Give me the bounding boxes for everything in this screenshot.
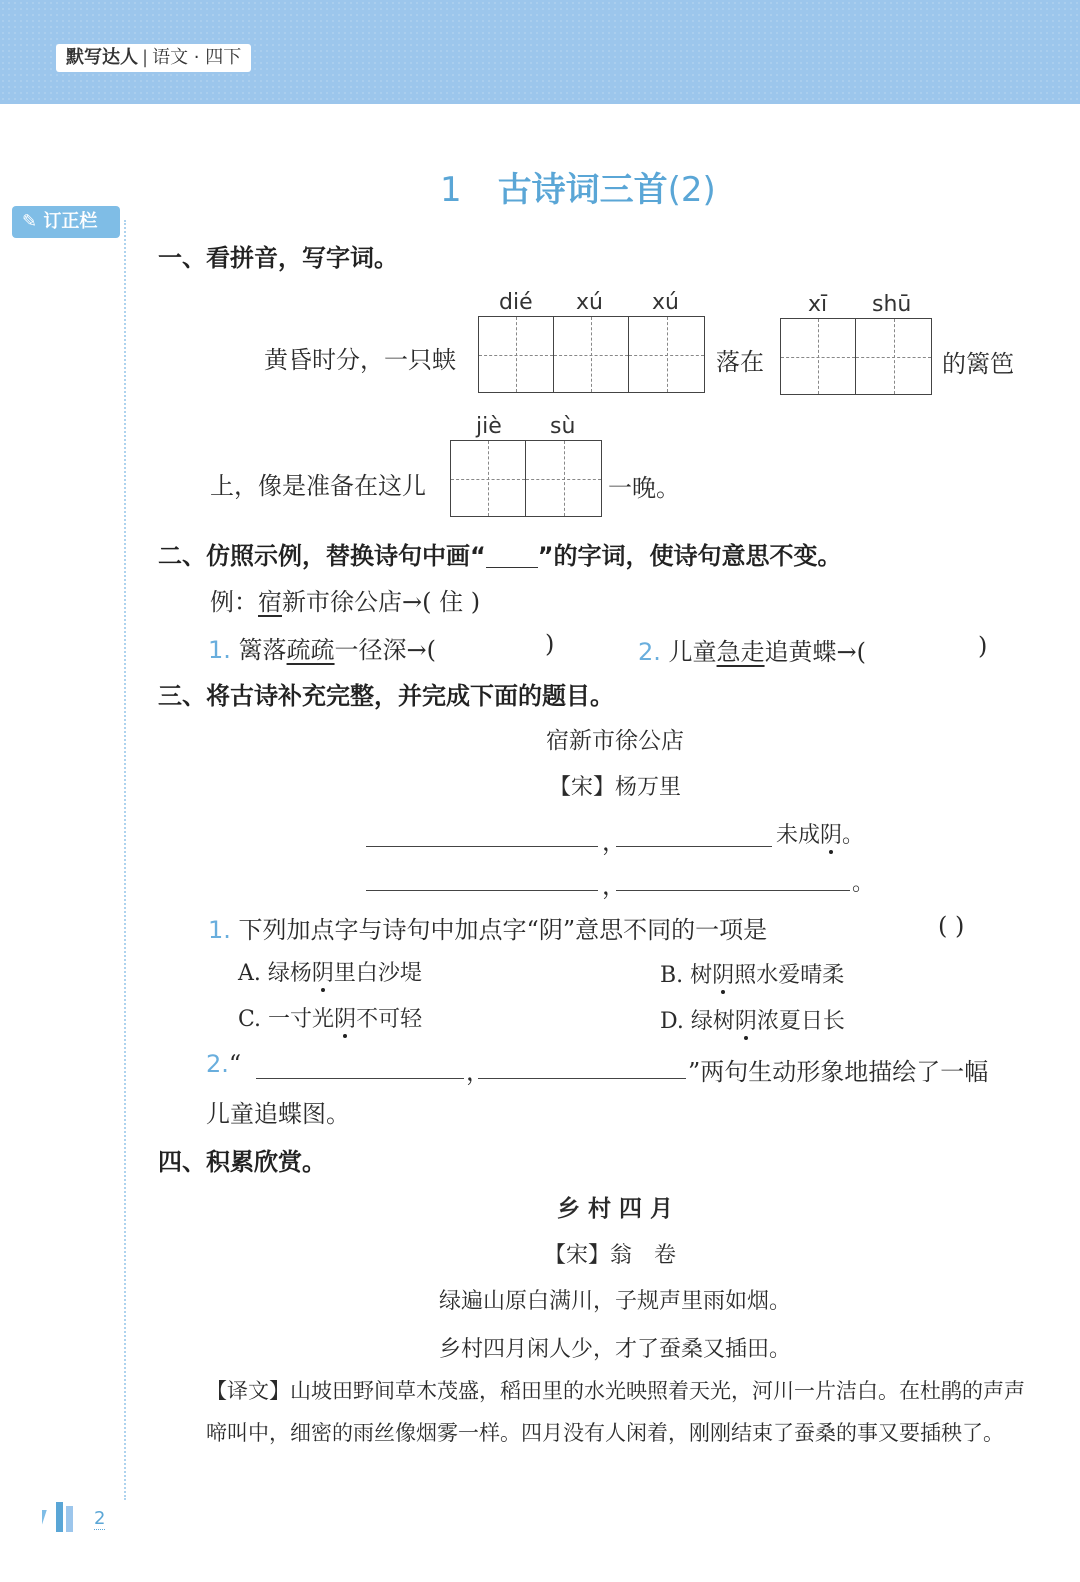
- series-subject: 语文 · 四下: [152, 47, 242, 68]
- grid-cell[interactable]: [856, 319, 931, 394]
- option-c-dotted: 阴: [334, 1007, 357, 1032]
- s3-q2-text: ”两句生动形象地描绘了一幅: [688, 1058, 989, 1086]
- lesson-number: 1: [440, 170, 462, 210]
- s3-q1-text: 下列加点字与诗句中加点字“阴”意思不同的一项是: [238, 916, 768, 944]
- correction-label: 订正栏: [43, 211, 98, 232]
- correction-tab: [12, 206, 120, 238]
- lesson-part: (2): [667, 170, 716, 210]
- poem2-title: 乡 村 四 月: [556, 1196, 674, 1222]
- option-a[interactable]: [238, 956, 422, 987]
- pinyin-xu-1: xú: [576, 290, 603, 315]
- s3-q2-number: 2.: [206, 1050, 229, 1078]
- s3-q2-continuation: 儿童追蝶图。: [206, 1100, 350, 1128]
- q1-post: 一径深→(: [334, 636, 437, 664]
- pinyin-xi: xī: [808, 292, 828, 317]
- pinyin-xu-2: xú: [652, 290, 679, 315]
- poem1-comma-2: ，: [602, 872, 626, 900]
- page-title: [440, 162, 716, 211]
- example-label: 例：: [210, 588, 258, 616]
- s3-q2-blank-2[interactable]: [478, 1078, 686, 1079]
- option-b-pre: 树: [690, 963, 713, 988]
- option-d-pre: 绿树: [690, 1009, 735, 1034]
- poem1-blank-2[interactable]: [616, 846, 772, 847]
- section1-line2-suffix: 一晚。: [608, 474, 680, 502]
- poem1-line2-end: 。: [852, 871, 875, 896]
- s3-q1-answer-paren[interactable]: ( ): [938, 912, 965, 940]
- pinyin-shu: shū: [872, 292, 912, 317]
- option-b[interactable]: [660, 958, 844, 989]
- grid-cell[interactable]: [526, 441, 601, 516]
- q2-underlined: 急走: [716, 638, 765, 666]
- section1-line1-prefix: 黄昏时分，一只蛱: [264, 346, 456, 374]
- poem1-blank-4[interactable]: [616, 890, 850, 891]
- grid-cell[interactable]: [629, 317, 704, 392]
- grid-cell[interactable]: [554, 317, 629, 392]
- option-b-label: B.: [660, 963, 684, 988]
- option-d-dotted: 阴: [734, 1009, 757, 1034]
- section2-heading-post: ”的字词，使诗句意思不变。: [537, 542, 842, 570]
- option-b-post: 照水爱晴柔: [734, 963, 845, 988]
- section2-heading-pre: 二、仿照示例，替换诗句中画“: [158, 542, 486, 570]
- option-a-label: A.: [238, 961, 261, 986]
- q1-pre: 篱落: [238, 636, 287, 664]
- q1-underlined: 疏疏: [286, 636, 335, 664]
- line1-end-pre: 未成: [776, 823, 821, 848]
- page-number: 2: [94, 1508, 106, 1529]
- section4-heading: 四、积累欣赏。: [158, 1148, 326, 1176]
- s3-q2-open-quote: “: [228, 1050, 242, 1078]
- writing-grid-jiesu[interactable]: [450, 440, 602, 517]
- section2-heading: [158, 536, 842, 571]
- writing-grid-xuxu[interactable]: [478, 316, 705, 393]
- s3-q2-blank-1[interactable]: [256, 1078, 464, 1079]
- underline-sample: [486, 567, 538, 568]
- grid-cell[interactable]: [479, 317, 554, 392]
- poem1-author: 【宋】杨万里: [548, 775, 681, 800]
- q2-close-paren: ): [978, 632, 988, 660]
- poem2-line2: 乡村四月闲人少，才了蚕桑又插田。: [438, 1337, 791, 1362]
- section2-q1: [208, 630, 436, 665]
- option-a-pre: 绿杨: [267, 961, 312, 986]
- option-c[interactable]: [238, 1002, 422, 1033]
- pinyin-die: dié: [499, 290, 533, 315]
- poem1-blank-3[interactable]: [366, 890, 598, 891]
- option-c-pre: 一寸光: [268, 1007, 335, 1032]
- book-series-tag: [56, 44, 251, 72]
- writing-grid-xishu[interactable]: [780, 318, 932, 395]
- option-d-post: 浓夏日长: [756, 1009, 845, 1034]
- section2-example: [210, 582, 480, 617]
- pencil-icon: ✎: [22, 211, 38, 232]
- line1-end-post: 。: [842, 823, 865, 848]
- lesson-title: 古诗词三首: [497, 170, 668, 210]
- s3-q2-comma: ，: [466, 1058, 490, 1086]
- header-separator: |: [142, 47, 149, 68]
- option-c-post: 不可轻: [356, 1007, 423, 1032]
- section3-heading: 三、将古诗补充完整，并完成下面的题目。: [158, 682, 614, 710]
- option-c-label: C.: [238, 1007, 262, 1032]
- q1-close-paren: ): [545, 630, 555, 658]
- grid-cell[interactable]: [781, 319, 856, 394]
- q1-number: 1.: [208, 636, 231, 664]
- pinyin-su: sù: [550, 414, 576, 439]
- option-d-label: D.: [660, 1009, 684, 1034]
- section1-middle: 落在: [716, 348, 764, 376]
- section1-line2-prefix: 上，像是准备在这儿: [210, 472, 426, 500]
- option-b-dotted: 阴: [712, 963, 735, 988]
- line1-end-dotted: 阴: [820, 823, 843, 848]
- q2-number: 2.: [638, 638, 661, 666]
- q2-post: 追黄蝶→(: [764, 638, 867, 666]
- poem1-blank-1[interactable]: [366, 846, 598, 847]
- poem1-comma-1: ，: [602, 828, 626, 856]
- q1-answer-blank[interactable]: [460, 632, 556, 660]
- poem1-title: 宿新市徐公店: [546, 728, 684, 754]
- option-a-post: 里白沙堤: [333, 961, 422, 986]
- s3-q1-number: 1.: [208, 916, 231, 944]
- example-underlined: 宿: [258, 588, 282, 616]
- series-brand: 默写达人: [66, 47, 138, 68]
- books-icon: [42, 1500, 82, 1532]
- q2-answer-blank[interactable]: [892, 634, 972, 662]
- section3-q1: [208, 910, 767, 945]
- section2-q2: [638, 632, 866, 667]
- q2-pre: 儿童: [668, 638, 717, 666]
- section1-line1-suffix: 的篱笆: [942, 350, 1014, 378]
- poem2-author: 【宋】翁 卷: [543, 1243, 676, 1268]
- section1-heading: 一、看拼音，写字词。: [158, 244, 398, 272]
- option-d[interactable]: [660, 1004, 845, 1035]
- example-rest: 新市徐公店→( 住 ): [282, 588, 481, 616]
- grid-cell[interactable]: [451, 441, 526, 516]
- poem2-translation: 【译文】山坡田野间草木茂盛，稻田里的水光映照着天光，河川一片洁白。在杜鹃的声声啼叫中，细密的雨丝像烟雾一样。四月没有人闲着，刚刚结束了蚕桑的事又要插秧了。: [206, 1379, 1025, 1445]
- option-a-dotted: 阴: [311, 961, 334, 986]
- poem1-line1-end: [776, 818, 864, 849]
- poem2-line1: 绿遍山原白满川，子规声里雨如烟。: [438, 1289, 791, 1314]
- pinyin-jie: jiè: [476, 414, 502, 439]
- section3-q2-number: [206, 1050, 241, 1078]
